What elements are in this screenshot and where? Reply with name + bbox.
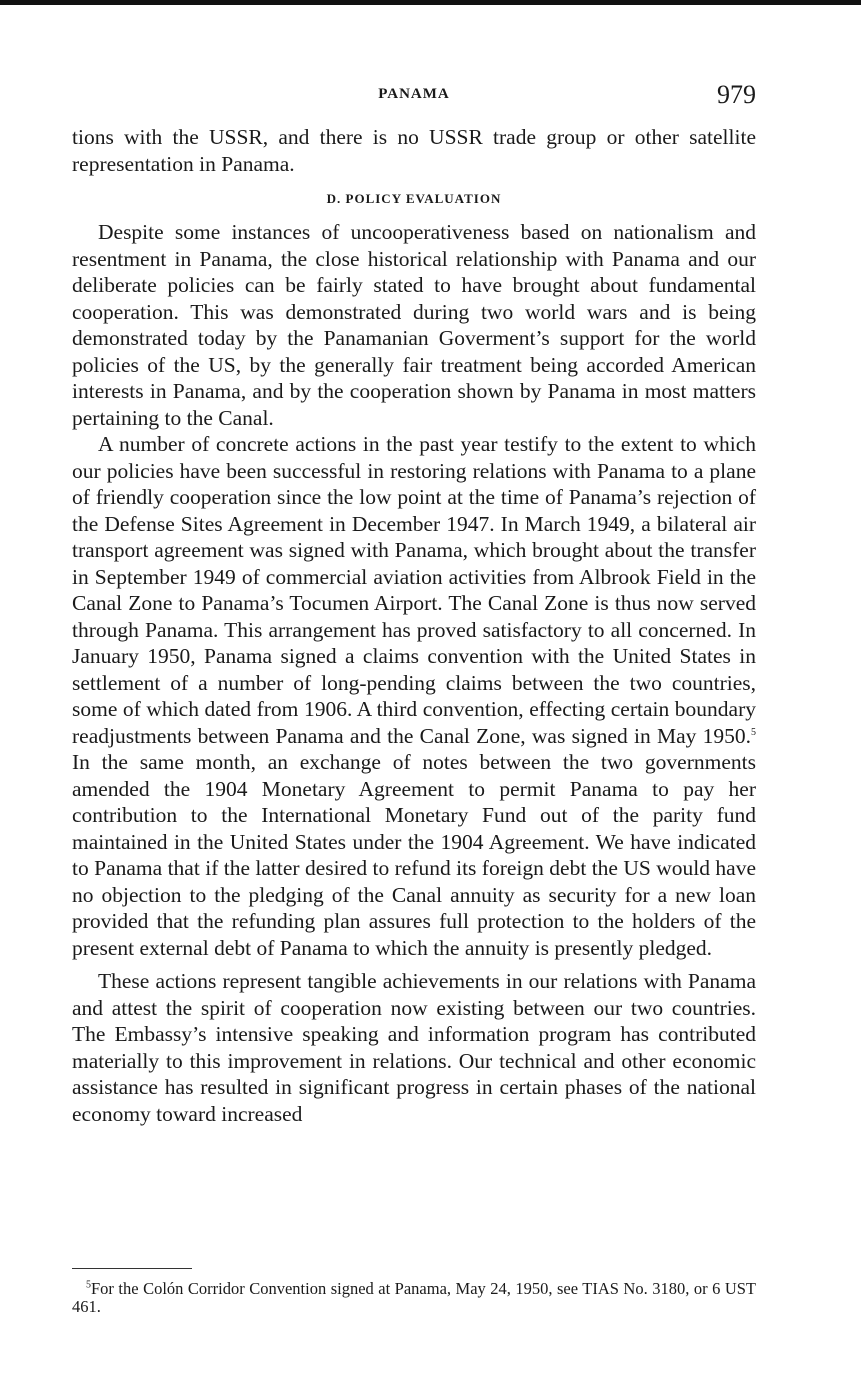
footnote-marker: 5	[86, 1279, 91, 1291]
paragraph-2	[72, 431, 756, 961]
footnote-text: For the Colón Corridor Convention signed at Panama, May 24, 1950, see TIAS No. 3180, or 6 UST 461.	[72, 1279, 756, 1316]
paragraph-3: These actions represent tangible achievements in our relations with Panama and attest the spirit of cooperation now existing between our two countries. The Embassy’s intensive speaking and information program has contributed materially to this improvement in relations. Our technical and other economic assistance has resulted in significant progress in certain phases of the national economy toward increased	[72, 969, 756, 1126]
paragraph-1: Despite some instances of uncooperativeness based on nationalism and resentment in Panama, the close historical relationship with Panama and our deliberate policies can be fairly stated to have brought about fundamental cooperation. This was demonstrated during two world wars and is being demonstrated today by the Panamanian Goverment’s support for the world policies of the US, by the generally fair treatment being accorded American interests in Panama, and by the cooperation shown by Panama in most matters pertaining to the Canal.	[72, 220, 756, 430]
paragraph-continued: tions with the USSR, and there is no USSR trade group or other satellite representation in Panama.	[72, 125, 756, 176]
running-head	[72, 80, 756, 110]
paragraph-gap	[72, 961, 756, 968]
page-number: 979	[717, 80, 756, 109]
body-text	[72, 124, 756, 1127]
footnote-reference: 5	[751, 726, 756, 738]
running-title: PANAMA	[378, 86, 450, 102]
paragraph-2-part-b: In the same month, an exchange of notes between the two governments amended the 1904 Monetary Agreement to permit Panama to pay her contribution to the International Monetary Fund out of the parity fund maintained in the United States under the 1904 Agreement. We have indicated to Panama that if the latter desired to refund its foreign debt the US would have no objection to the pledging of the Canal annuity as security for a new loan provided that the refunding plan assures full protection to the holders of the present external debt of Panama to which the annuity is presently pledged.	[72, 750, 756, 960]
section-heading: D. POLICY EVALUATION	[326, 191, 502, 206]
footnote-text-line	[72, 1280, 756, 1316]
footnote	[72, 1280, 756, 1316]
footnote-rule	[72, 1268, 192, 1269]
paragraph-2-part-a: A number of concrete actions in the past year testify to the extent to which our policies have been successful in restoring relations with Panama to a plane of friendly cooperation since the low point at the time of Panama’s rejection of the Defense Sites Agreement in December 1947. In March 1949, a bilateral air transport agreement was signed with Panama, which brought about the transfer in September 1949 of commercial aviation activities from Albrook Field in the Canal Zone to Panama’s Tocumen Airport. The Canal Zone is thus now served through Panama. This arrangement has proved satisfactory to all concerned. In January 1950, Panama signed a claims convention with the United States in settlement of a number of long-pending claims between the two countries, some of which dated from 1906. A third convention, effecting certain boundary readjustments between Panama and the Canal Zone, was signed in May 1950.	[72, 432, 756, 748]
page-top-edge	[0, 0, 861, 5]
